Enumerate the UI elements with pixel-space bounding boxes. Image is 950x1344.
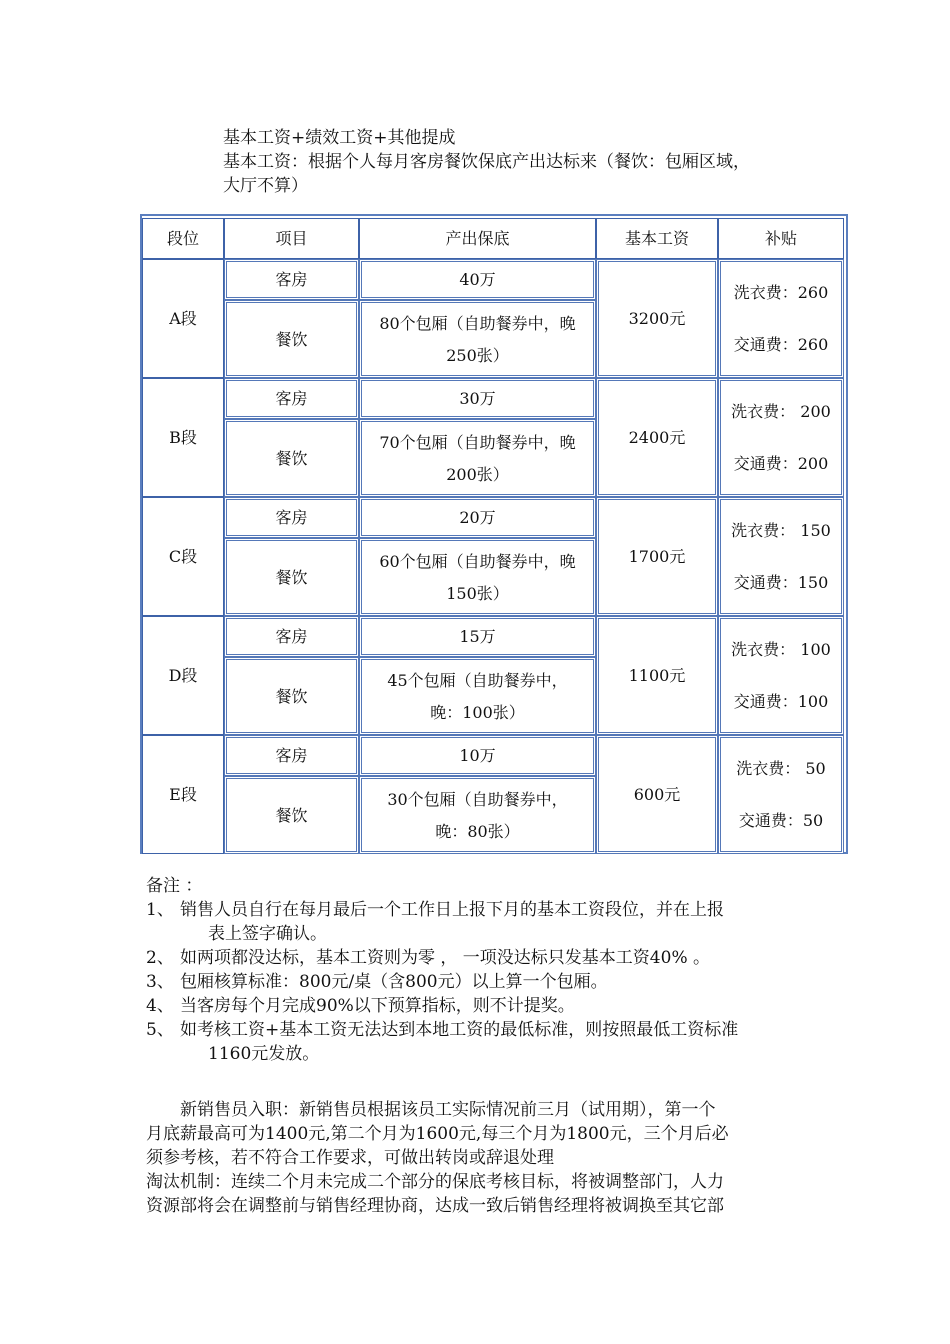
salary-grade-table bbox=[140, 214, 848, 854]
room-label: 客房 bbox=[275, 508, 308, 527]
elimination-line-1: 淘汰机制：连续二个月未完成二个部分的保底考核目标，将被调整部门，人力 bbox=[146, 1172, 724, 1192]
elimination-line-2: 资源部将会在调整前与销售经理协商，达成一致后销售经理将被调换至其它部 bbox=[146, 1196, 724, 1216]
salary-value: 2400元 bbox=[628, 428, 686, 447]
salary-cell bbox=[596, 735, 718, 854]
room-target-cell bbox=[359, 735, 596, 776]
elimination-paragraph bbox=[146, 1170, 806, 1218]
allowance-cell bbox=[718, 259, 844, 378]
food-item-cell bbox=[224, 657, 359, 735]
food-item-cell bbox=[224, 538, 359, 616]
note-text bbox=[180, 898, 826, 946]
food-target-line-2: 200张） bbox=[446, 464, 509, 484]
new-staff-line-2: 月底薪最高可为1400元,第二个月为1600元,每三个月为1800元，三个月后必 bbox=[146, 1124, 729, 1144]
room-target: 15万 bbox=[459, 627, 496, 646]
transport-allowance: 交通费：150 bbox=[733, 573, 829, 593]
header-target: 产出保底 bbox=[359, 218, 596, 259]
header-grade: 段位 bbox=[142, 218, 224, 259]
laundry-allowance: 洗衣费： 150 bbox=[731, 520, 831, 540]
food-target-line-2: 250张） bbox=[446, 345, 509, 365]
salary-cell bbox=[596, 259, 718, 378]
salary-cell bbox=[596, 378, 718, 497]
grade-cell bbox=[142, 497, 224, 616]
food-target-line-1: 70个包厢（自助餐券中，晚 bbox=[379, 432, 576, 452]
food-item-cell bbox=[224, 419, 359, 497]
laundry-allowance: 洗衣费： 100 bbox=[731, 639, 831, 659]
room-target: 30万 bbox=[459, 389, 496, 408]
note-line-2: 1160元发放。 bbox=[208, 1044, 320, 1064]
basic-salary-description-cont: 大厅不算） bbox=[223, 176, 308, 196]
note-text bbox=[180, 946, 826, 970]
note-line-1: 当客房每个月完成90%以下预算指标，则不计提奖。 bbox=[180, 996, 575, 1016]
note-item bbox=[146, 946, 826, 970]
allowance-cell bbox=[718, 378, 844, 497]
food-label: 餐饮 bbox=[275, 329, 308, 349]
food-label: 餐饮 bbox=[275, 805, 308, 825]
note-text bbox=[180, 994, 826, 1018]
note-item bbox=[146, 1018, 826, 1066]
grade-label: C段 bbox=[168, 547, 198, 566]
room-target-cell bbox=[359, 616, 596, 657]
food-label: 餐饮 bbox=[275, 686, 308, 706]
notes-section bbox=[146, 874, 826, 1066]
food-target-cell bbox=[359, 419, 596, 497]
allowance-cell bbox=[718, 497, 844, 616]
new-staff-line-3: 须参考核，若不符合工作要求，可做出转岗或辞退处理 bbox=[146, 1148, 554, 1168]
grade-cell bbox=[142, 259, 224, 378]
food-target-line-2: 晚：80张） bbox=[435, 821, 520, 841]
grade-label: B段 bbox=[169, 428, 197, 447]
room-target: 20万 bbox=[459, 508, 496, 527]
food-item-cell bbox=[224, 776, 359, 854]
transport-allowance: 交通费：200 bbox=[733, 454, 829, 474]
note-item bbox=[146, 898, 826, 946]
room-target-cell bbox=[359, 497, 596, 538]
salary-value: 600元 bbox=[633, 785, 681, 804]
room-target: 10万 bbox=[459, 746, 496, 765]
salary-value: 1100元 bbox=[628, 666, 686, 685]
grade-label: D段 bbox=[168, 666, 198, 685]
header-item: 项目 bbox=[224, 218, 359, 259]
grade-label: E段 bbox=[169, 785, 197, 804]
room-target-cell bbox=[359, 259, 596, 300]
notes-title: 备注 ： bbox=[146, 876, 203, 896]
room-label: 客房 bbox=[275, 746, 308, 765]
header-allowance: 补贴 bbox=[718, 218, 844, 259]
note-text bbox=[180, 970, 826, 994]
salary-value: 3200元 bbox=[628, 309, 686, 328]
note-line-1: 如考核工资+基本工资无法达到本地工资的最低标准，则按照最低工资标准 bbox=[180, 1020, 739, 1040]
food-target-line-1: 45个包厢（自助餐券中， bbox=[387, 670, 568, 690]
note-line-1: 如两项都没达标，基本工资则为零 ， 一项没达标只发基本工资40% 。 bbox=[180, 948, 710, 968]
note-number: 5、 bbox=[146, 1020, 174, 1040]
food-target-cell bbox=[359, 538, 596, 616]
note-item bbox=[146, 994, 826, 1018]
grade-cell bbox=[142, 378, 224, 497]
food-item-cell bbox=[224, 300, 359, 378]
header-salary: 基本工资 bbox=[596, 218, 718, 259]
room-item-cell bbox=[224, 735, 359, 776]
food-target-line-2: 150张） bbox=[446, 583, 509, 603]
allowance-cell bbox=[718, 616, 844, 735]
salary-cell bbox=[596, 497, 718, 616]
note-number: 1、 bbox=[146, 900, 174, 920]
laundry-allowance: 洗衣费：260 bbox=[733, 282, 829, 302]
food-target-line-1: 60个包厢（自助餐券中，晚 bbox=[379, 551, 576, 571]
note-line-2: 表上签字确认。 bbox=[208, 924, 327, 944]
grade-cell bbox=[142, 616, 224, 735]
transport-allowance: 交通费：50 bbox=[738, 811, 824, 831]
note-number: 4、 bbox=[146, 996, 174, 1016]
note-item bbox=[146, 970, 826, 994]
transport-allowance: 交通费：100 bbox=[733, 692, 829, 712]
note-number: 2、 bbox=[146, 948, 174, 968]
room-label: 客房 bbox=[275, 627, 308, 646]
note-line-1: 销售人员自行在每月最后一个工作日上报下月的基本工资段位，并在上报 bbox=[180, 900, 724, 920]
salary-formula: 基本工资+绩效工资+其他提成 bbox=[223, 128, 456, 148]
transport-allowance: 交通费：260 bbox=[733, 335, 829, 355]
food-label: 餐饮 bbox=[275, 567, 308, 587]
food-target-cell bbox=[359, 657, 596, 735]
food-label: 餐饮 bbox=[275, 448, 308, 468]
laundry-allowance: 洗衣费： 50 bbox=[736, 758, 826, 778]
new-staff-line-1: 新销售员入职：新销售员根据该员工实际情况前三月（试用期），第一个 bbox=[180, 1100, 716, 1120]
food-target-cell bbox=[359, 300, 596, 378]
salary-value: 1700元 bbox=[628, 547, 686, 566]
room-item-cell bbox=[224, 259, 359, 300]
note-line-1: 包厢核算标准：800元/桌（含800元）以上算一个包厢。 bbox=[180, 972, 608, 992]
room-label: 客房 bbox=[275, 270, 308, 289]
allowance-cell bbox=[718, 735, 844, 854]
food-target-cell bbox=[359, 776, 596, 854]
grade-label: A段 bbox=[169, 309, 197, 328]
room-item-cell bbox=[224, 378, 359, 419]
intro-section bbox=[223, 126, 823, 198]
food-target-line-2: 晚：100张） bbox=[430, 702, 525, 722]
laundry-allowance: 洗衣费： 200 bbox=[731, 401, 831, 421]
new-staff-paragraph bbox=[146, 1098, 806, 1170]
grade-cell bbox=[142, 735, 224, 854]
basic-salary-description: 基本工资：根据个人每月客房餐饮保底产出达标来（餐饮：包厢区域， bbox=[223, 152, 750, 172]
food-target-line-1: 30个包厢（自助餐券中， bbox=[387, 789, 568, 809]
salary-cell bbox=[596, 616, 718, 735]
room-target-cell bbox=[359, 378, 596, 419]
room-target: 40万 bbox=[459, 270, 496, 289]
room-item-cell bbox=[224, 616, 359, 657]
food-target-line-1: 80个包厢（自助餐券中，晚 bbox=[379, 313, 576, 333]
note-number: 3、 bbox=[146, 972, 174, 992]
room-label: 客房 bbox=[275, 389, 308, 408]
room-item-cell bbox=[224, 497, 359, 538]
note-text bbox=[180, 1018, 826, 1066]
